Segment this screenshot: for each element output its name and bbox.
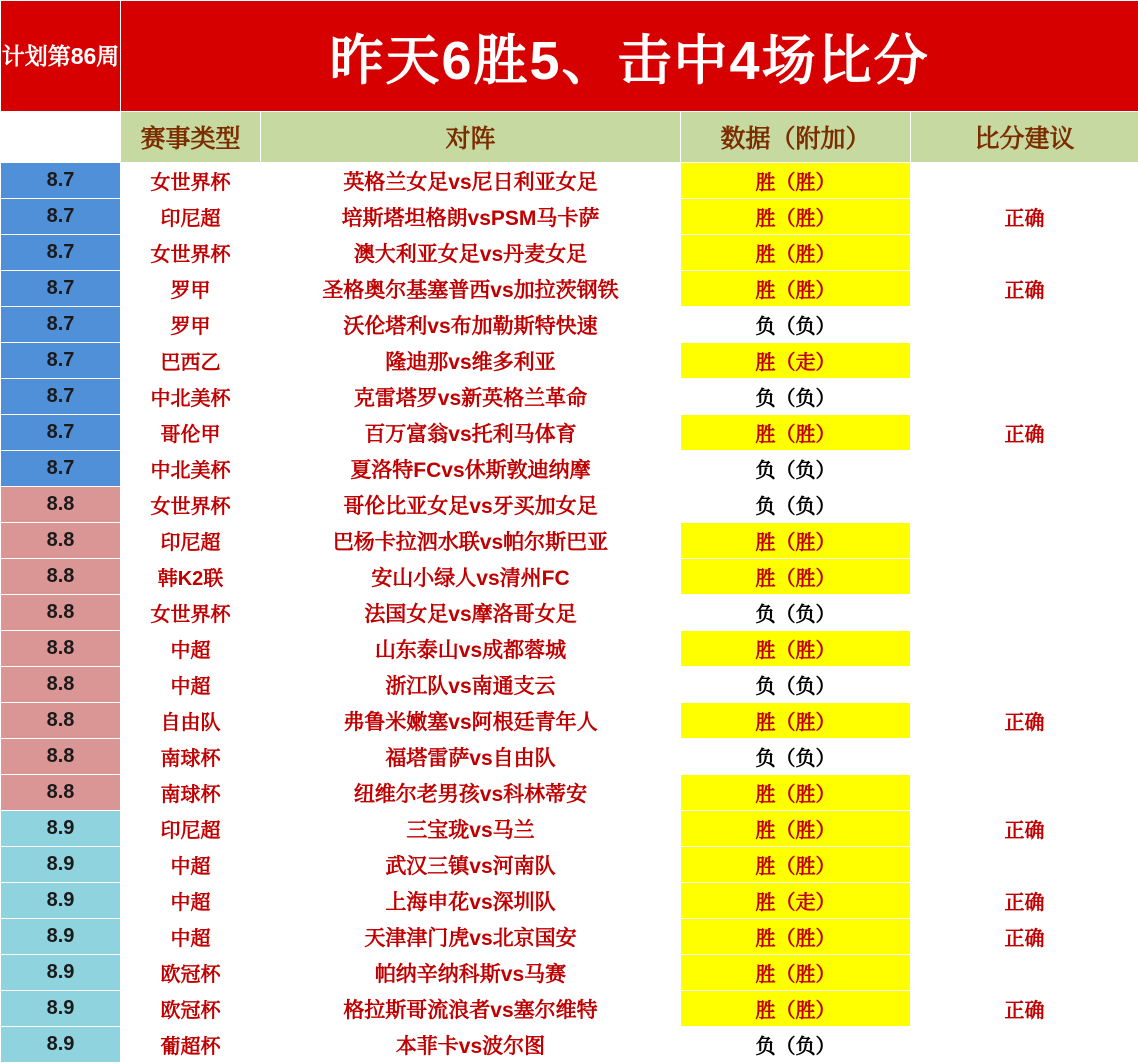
table-row <box>1 955 1138 991</box>
cell-result: 胜（胜） <box>681 415 911 451</box>
table-row <box>1 991 1138 1027</box>
cell-score-suggestion: 正确 <box>911 271 1138 307</box>
cell-result: 负（负） <box>681 379 911 415</box>
cell-score-suggestion: 正确 <box>911 199 1138 235</box>
cell-matchup: 法国女足vs摩洛哥女足 <box>261 595 681 631</box>
cell-result: 胜（胜） <box>681 631 911 667</box>
cell-competition-type: 中超 <box>121 919 261 955</box>
cell-result: 胜（胜） <box>681 235 911 271</box>
cell-result: 负（负） <box>681 739 911 775</box>
cell-competition-type: 印尼超 <box>121 811 261 847</box>
cell-competition-type: 女世界杯 <box>121 163 261 199</box>
cell-date: 8.8 <box>1 739 121 775</box>
cell-matchup: 帕纳辛纳科斯vs马赛 <box>261 955 681 991</box>
page-title: 昨天6胜5、击中4场比分 <box>121 1 1138 112</box>
cell-result: 负（负） <box>681 307 911 343</box>
cell-matchup: 浙江队vs南通支云 <box>261 667 681 703</box>
cell-competition-type: 南球杯 <box>121 739 261 775</box>
cell-matchup: 安山小绿人vs清州FC <box>261 559 681 595</box>
cell-matchup: 隆迪那vs维多利亚 <box>261 343 681 379</box>
table-row <box>1 271 1138 307</box>
cell-score-suggestion <box>911 955 1138 991</box>
cell-competition-type: 南球杯 <box>121 775 261 811</box>
cell-result: 胜（胜） <box>681 919 911 955</box>
table-row <box>1 595 1138 631</box>
cell-score-suggestion <box>911 379 1138 415</box>
cell-result: 胜（胜） <box>681 163 911 199</box>
cell-matchup: 圣格奥尔基塞普西vs加拉茨钢铁 <box>261 271 681 307</box>
cell-date: 8.8 <box>1 775 121 811</box>
table-row <box>1 235 1138 271</box>
table-row <box>1 811 1138 847</box>
cell-matchup: 巴杨卡拉泗水联vs帕尔斯巴亚 <box>261 523 681 559</box>
table-row <box>1 775 1138 811</box>
cell-date: 8.7 <box>1 415 121 451</box>
cell-result: 胜（胜） <box>681 991 911 1027</box>
cell-competition-type: 葡超杯 <box>121 1027 261 1063</box>
cell-date: 8.8 <box>1 667 121 703</box>
cell-date: 8.7 <box>1 163 121 199</box>
cell-competition-type: 欧冠杯 <box>121 955 261 991</box>
cell-result: 胜（胜） <box>681 523 911 559</box>
cell-matchup: 培斯塔坦格朗vsPSM马卡萨 <box>261 199 681 235</box>
table-row <box>1 739 1138 775</box>
cell-score-suggestion <box>911 775 1138 811</box>
cell-date: 8.8 <box>1 523 121 559</box>
cell-matchup: 山东泰山vs成都蓉城 <box>261 631 681 667</box>
column-header-suggestion: 比分建议 <box>911 112 1138 163</box>
cell-date: 8.8 <box>1 559 121 595</box>
cell-result: 胜（胜） <box>681 559 911 595</box>
cell-competition-type: 罗甲 <box>121 307 261 343</box>
cell-date: 8.8 <box>1 631 121 667</box>
cell-matchup: 纽维尔老男孩vs科林蒂安 <box>261 775 681 811</box>
table-row <box>1 163 1138 199</box>
cell-date: 8.8 <box>1 703 121 739</box>
cell-result: 胜（胜） <box>681 811 911 847</box>
cell-competition-type: 自由队 <box>121 703 261 739</box>
table-row <box>1 1027 1138 1063</box>
cell-date: 8.9 <box>1 811 121 847</box>
column-header-type: 赛事类型 <box>121 112 261 163</box>
cell-date: 8.9 <box>1 991 121 1027</box>
cell-score-suggestion <box>911 667 1138 703</box>
cell-date: 8.7 <box>1 199 121 235</box>
cell-competition-type: 罗甲 <box>121 271 261 307</box>
cell-matchup: 澳大利亚女足vs丹麦女足 <box>261 235 681 271</box>
cell-matchup: 本菲卡vs波尔图 <box>261 1027 681 1063</box>
cell-score-suggestion <box>911 451 1138 487</box>
table-row <box>1 883 1138 919</box>
cell-date: 8.7 <box>1 343 121 379</box>
table-row <box>1 379 1138 415</box>
cell-score-suggestion <box>911 343 1138 379</box>
cell-date: 8.9 <box>1 1027 121 1063</box>
cell-date: 8.8 <box>1 487 121 523</box>
column-header-row <box>1 112 1138 163</box>
cell-date: 8.9 <box>1 919 121 955</box>
cell-matchup: 弗鲁米嫩塞vs阿根廷青年人 <box>261 703 681 739</box>
table-row <box>1 199 1138 235</box>
cell-result: 胜（胜） <box>681 199 911 235</box>
column-header-data: 数据（附加） <box>681 112 911 163</box>
cell-score-suggestion <box>911 739 1138 775</box>
cell-matchup: 天津津门虎vs北京国安 <box>261 919 681 955</box>
cell-matchup: 克雷塔罗vs新英格兰革命 <box>261 379 681 415</box>
cell-competition-type: 女世界杯 <box>121 595 261 631</box>
cell-competition-type: 巴西乙 <box>121 343 261 379</box>
table-row <box>1 343 1138 379</box>
table-row <box>1 631 1138 667</box>
title-row <box>1 1 1138 112</box>
cell-result: 胜（胜） <box>681 955 911 991</box>
cell-score-suggestion: 正确 <box>911 811 1138 847</box>
cell-matchup: 百万富翁vs托利马体育 <box>261 415 681 451</box>
cell-competition-type: 韩K2联 <box>121 559 261 595</box>
table-row <box>1 307 1138 343</box>
cell-matchup: 武汉三镇vs河南队 <box>261 847 681 883</box>
cell-result: 胜（走） <box>681 883 911 919</box>
cell-score-suggestion: 正确 <box>911 703 1138 739</box>
cell-matchup: 夏洛特FCvs休斯敦迪纳摩 <box>261 451 681 487</box>
plan-week-label: 计划第86周 <box>1 1 121 112</box>
cell-score-suggestion: 正确 <box>911 415 1138 451</box>
cell-score-suggestion <box>911 847 1138 883</box>
cell-result: 胜（走） <box>681 343 911 379</box>
cell-competition-type: 印尼超 <box>121 523 261 559</box>
cell-result: 负（负） <box>681 667 911 703</box>
cell-score-suggestion <box>911 307 1138 343</box>
cell-competition-type: 中北美杯 <box>121 451 261 487</box>
cell-result: 胜（胜） <box>681 775 911 811</box>
cell-competition-type: 中超 <box>121 631 261 667</box>
cell-competition-type: 中北美杯 <box>121 379 261 415</box>
cell-score-suggestion <box>911 235 1138 271</box>
cell-score-suggestion: 正确 <box>911 883 1138 919</box>
cell-matchup: 三宝珑vs马兰 <box>261 811 681 847</box>
cell-matchup: 上海申花vs深圳队 <box>261 883 681 919</box>
table-row <box>1 523 1138 559</box>
cell-date: 8.9 <box>1 955 121 991</box>
cell-result: 负（负） <box>681 451 911 487</box>
table-row <box>1 415 1138 451</box>
cell-competition-type: 欧冠杯 <box>121 991 261 1027</box>
cell-result: 胜（胜） <box>681 847 911 883</box>
cell-competition-type: 中超 <box>121 883 261 919</box>
cell-date: 8.9 <box>1 883 121 919</box>
cell-result: 负（负） <box>681 595 911 631</box>
cell-score-suggestion <box>911 163 1138 199</box>
cell-score-suggestion <box>911 1027 1138 1063</box>
cell-matchup: 福塔雷萨vs自由队 <box>261 739 681 775</box>
table-row <box>1 559 1138 595</box>
cell-matchup: 格拉斯哥流浪者vs塞尔维特 <box>261 991 681 1027</box>
cell-competition-type: 中超 <box>121 847 261 883</box>
table-row <box>1 667 1138 703</box>
cell-score-suggestion: 正确 <box>911 919 1138 955</box>
cell-matchup: 英格兰女足vs尼日利亚女足 <box>261 163 681 199</box>
cell-score-suggestion <box>911 631 1138 667</box>
header-blank-cell <box>1 112 121 163</box>
table-row <box>1 487 1138 523</box>
cell-result: 胜（胜） <box>681 703 911 739</box>
cell-matchup: 哥伦比亚女足vs牙买加女足 <box>261 487 681 523</box>
cell-result: 负（负） <box>681 1027 911 1063</box>
cell-result: 负（负） <box>681 487 911 523</box>
cell-date: 8.9 <box>1 847 121 883</box>
cell-score-suggestion: 正确 <box>911 991 1138 1027</box>
cell-score-suggestion <box>911 487 1138 523</box>
cell-competition-type: 哥伦甲 <box>121 415 261 451</box>
cell-competition-type: 印尼超 <box>121 199 261 235</box>
cell-date: 8.8 <box>1 595 121 631</box>
cell-competition-type: 女世界杯 <box>121 235 261 271</box>
column-header-match: 对阵 <box>261 112 681 163</box>
cell-result: 胜（胜） <box>681 271 911 307</box>
cell-date: 8.7 <box>1 379 121 415</box>
cell-score-suggestion <box>911 595 1138 631</box>
cell-competition-type: 中超 <box>121 667 261 703</box>
table-row <box>1 847 1138 883</box>
cell-score-suggestion <box>911 523 1138 559</box>
cell-competition-type: 女世界杯 <box>121 487 261 523</box>
table-row <box>1 919 1138 955</box>
cell-date: 8.7 <box>1 307 121 343</box>
cell-date: 8.7 <box>1 235 121 271</box>
cell-score-suggestion <box>911 559 1138 595</box>
table-row <box>1 703 1138 739</box>
cell-date: 8.7 <box>1 271 121 307</box>
table-row <box>1 451 1138 487</box>
cell-date: 8.7 <box>1 451 121 487</box>
cell-matchup: 沃伦塔利vs布加勒斯特快速 <box>261 307 681 343</box>
